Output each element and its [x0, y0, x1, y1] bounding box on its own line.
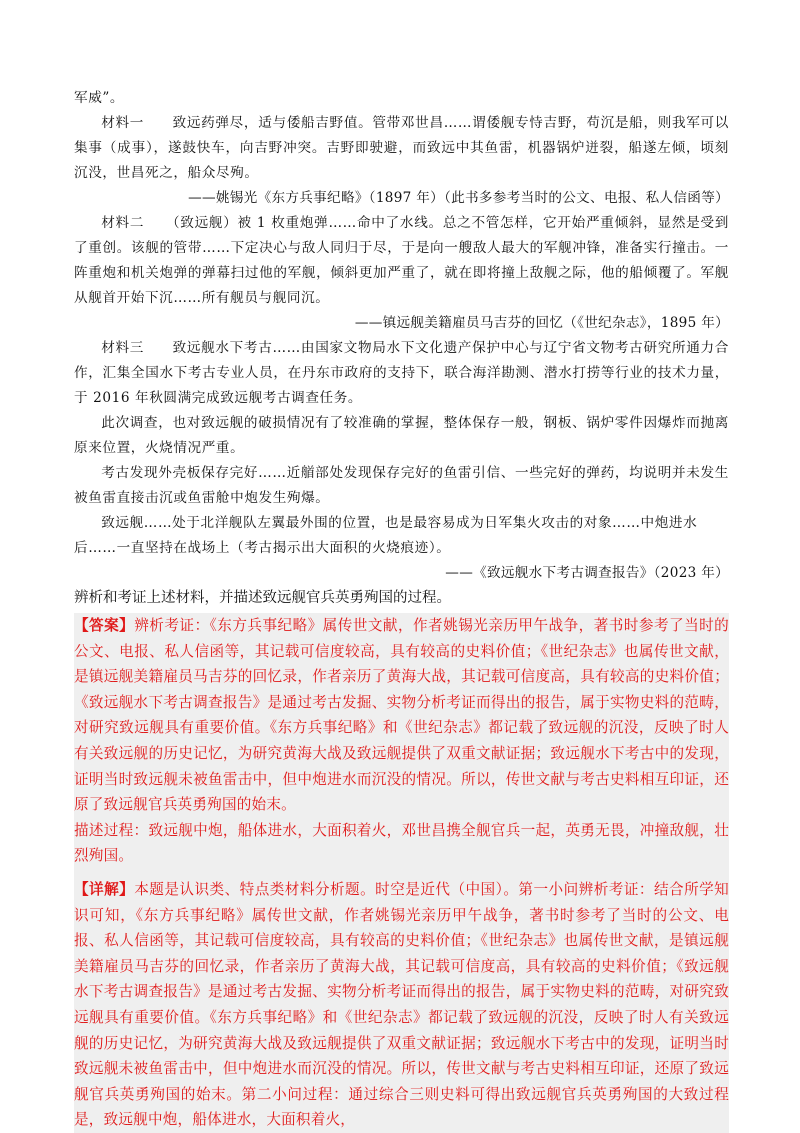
material-3-para-3: 考古发现外壳板保存完好……近艏部处发现保存完好的鱼雷引信、一些完好的弹药，均说明并未发生被鱼雷直接击沉或鱼雷舱中炮发生殉爆。	[74, 465, 729, 506]
top-fragment: 军威”。	[74, 90, 125, 106]
material-3-para-4b: 后……一直坚持在战场上（考古揭示出大面积的火烧痕迹）。	[74, 540, 451, 556]
material-2-label: 材料二	[101, 215, 145, 231]
material-3-label: 材料三	[101, 340, 145, 356]
question-prompt: 辨析和考证上述材料，并描述致远舰官兵英勇殉国的过程。	[74, 590, 451, 606]
answer-gap	[74, 869, 729, 877]
detail-text: 本题是认识类、特点类材料分析题。时空是近代（中国）。第一小问辨析考证：结合所学知识可知，《东方兵事纪略》属传世文献，作者姚锡光亲历甲午战争，著书时参考了当时的公文、电报、私人信函等，其记载可信度较高，具有较高的史料价值；《世纪杂志》也属传世文献，是镇远舰美籍雇员马吉芬的回忆录，作者亲历了黄海大战，其记载可信度高，具有较高的史料价值；《致远舰水下考古调查报告》是通过考古发掘、实物分析考证而得出的报告，属于实物史料的范畴，对研究致远舰具有重要价值。《东方兵事纪略》和《世纪杂志》都记载了致远舰的沉没，反映了时人有关致远舰的历史记忆，为研究黄海大战及致远舰提供了双重文献证据；致远舰水下考古中的发现，证明当时致远舰未被鱼雷击中，但中炮进水而沉没的情况。所以，传世文献与考古史料相互印证，还原了致远舰官兵英勇殉国的始末。第二小问过程：通过综合三则史料可得出致远舰官兵英勇殉国的大致过程是，致远舰中炮，船体进水，大面积着火，	[74, 880, 729, 1129]
material-3-para-4a: 致远舰……处于北洋舰队左翼最外围的位置，也是最容易成为日军集火攻击的对象……中炮进水	[101, 515, 698, 531]
material-2	[74, 211, 729, 311]
detail-tag: 【详解】	[74, 880, 135, 898]
answer-tag: 【答案】	[74, 617, 135, 634]
material-3-para-2: 此次调查，也对致远舰的破损情况有了较准确的掌握，整体保存一般，钢板、锅炉零件因爆炸而抛离原来位置，火烧情况严重。	[74, 415, 729, 456]
document-content	[74, 86, 729, 1133]
material-2-source: ——镇远舰美籍雇员马吉芬的回忆（《世纪杂志》，1895 年）	[354, 315, 729, 331]
answer-process: 描述过程：致远舰中炮，船体进水，大面积着火，邓世昌携全舰官兵一起，英勇无畏，冲撞敌舰，壮烈殉国。	[74, 821, 729, 865]
material-1-source: ——姚锡光《东方兵事纪略》（1897 年）（此书多参考当时的公文、电报、私人信函等）	[188, 190, 729, 206]
answer-paragraph	[74, 613, 729, 818]
material-1-text: 致远药弹尽，适与倭船吉野值。管带邓世昌……谓倭舰专恃吉野，苟沉是船，则我军可以集事（成事），遂鼓快车，向吉野冲突。吉野即驶避，而致远中其鱼雷，机器锅炉迸裂，船遂左倾，顷刻沉没，世昌死之，船众尽殉。	[74, 115, 729, 181]
material-2-text: （致远舰）被 1 枚重炮弹……命中了水线。总之不管怎样，它开始严重倾斜，显然是受到了重创。该舰的管带……下定决心与敌人同归于尽，于是向一艘敌人最大的军舰冲锋，准备实行撞击。一阵重炮和机关炮弹的弹幕扫过他的军舰，倾斜更加严重了，就在即将撞上敌舰之际，他的船倾覆了。军舰从舰首开始下沉……所有舰员与舰同沉。	[74, 215, 730, 306]
material-1-label: 材料一	[101, 115, 145, 131]
material-3-source: ——《致远舰水下考古调查报告》（2023 年）	[445, 565, 729, 581]
answer-text: 辨析考证：《东方兵事纪略》属传世文献，作者姚锡光亲历甲午战争，著书时参考了当时的公文、电报、私人信函等，其记载可信度较高，具有较高的史料价值；《世纪杂志》也属传世文献，是镇远舰美籍雇员马吉芬的回忆录，作者亲历了黄海大战，其记载可信度高，具有较高的史料价值；《致远舰水下考古调查报告》是通过考古发掘、实物分析考证而得出的报告，属于实物史料的范畴，对研究致远舰具有重要价值。《东方兵事纪略》和《世纪杂志》都记载了致远舰的沉没，反映了时人有关致远舰的历史记忆，为研究黄海大战及致远舰提供了双重文献证据；致远舰水下考古中的发现，证明当时致远舰未被鱼雷击中，但中炮进水而沉没的情况。所以，传世文献与考古史料相互印证，还原了致远舰官兵英勇殉国的始末。	[74, 617, 729, 814]
material-3-text: 致远舰水下考古……由国家文物局水下文化遗产保护中心与辽宁省文物考古研究所通力合作，汇集全国水下考古专业人员，在丹东市政府的支持下，联合海洋勘测、潜水打捞等行业的技术力量，于 2016 年秋圆满完成致远舰考古调查任务。	[74, 340, 729, 406]
material-1	[74, 111, 729, 186]
detail-paragraph	[74, 877, 729, 1133]
material-3	[74, 336, 729, 411]
answer-block	[74, 613, 729, 1133]
